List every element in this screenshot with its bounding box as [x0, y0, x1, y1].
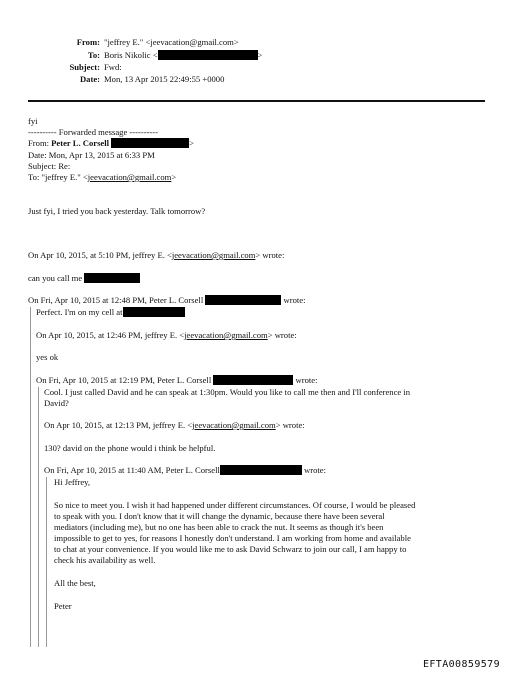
paragraph-line: to chat at your convenience. If you would like me to ask David Schwarz to join our call, I am happy to	[54, 544, 407, 554]
redaction-box	[111, 138, 189, 148]
forwarded-marker: ---------- Forwarded message ----------	[28, 127, 159, 137]
quote-header-prefix: On Apr 10, 2015, at 12:13 PM, jeffrey E. <	[44, 420, 193, 430]
fwd-to-suffix: >	[171, 172, 177, 182]
paragraph-line: impossible to get to yes, for reasons I honestly don't understand. I am working from home and available	[54, 533, 411, 543]
email-link[interactable]: jeevacation@gmail.com	[87, 172, 172, 182]
quote-text: Hi Jeffrey,	[54, 477, 91, 487]
date-value: Mon, 13 Apr 2015 22:49:55 +0000	[104, 74, 225, 84]
signature-name: Peter	[54, 601, 72, 611]
paragraph-line: check his availability as well.	[54, 555, 156, 565]
quote-header	[36, 375, 318, 385]
quote-header-prefix: On Fri, Apr 10, 2015 at 11:40 AM, Peter L. Corsell	[44, 465, 220, 475]
quote-header	[44, 465, 326, 475]
quote-header	[36, 330, 297, 340]
quote-header-prefix: On Apr 10, 2015, at 12:46 PM, jeffrey E. <	[36, 330, 185, 340]
bates-number: EFTA00859579	[422, 659, 500, 670]
quote-header-suffix: > wrote:	[255, 250, 285, 260]
quote-header-suffix: wrote:	[295, 375, 318, 385]
fwd-from-name: Peter L. Corsell	[51, 138, 109, 148]
redaction-box	[123, 307, 185, 317]
fwd-from-line	[28, 138, 194, 148]
quote-header-prefix: On Fri, Apr 10, 2015 at 12:19 PM, Peter L. Corsell	[36, 375, 212, 385]
to-name: Boris Nikolic <	[104, 50, 158, 60]
redaction-box	[84, 273, 140, 283]
quote-header	[28, 295, 306, 305]
paragraph-line: mediators (including me), but no one has been able to crack the nut. It seems as though it's been	[54, 522, 384, 532]
quote-header-suffix: wrote:	[283, 295, 306, 305]
quote-header	[28, 250, 284, 260]
redaction-box	[205, 295, 281, 305]
quote-header-suffix: wrote:	[304, 465, 326, 475]
fwd-from-label: From:	[28, 138, 52, 148]
subject-label: Subject:	[69, 62, 100, 72]
paragraph-line: to speak with you. I don't know that it will change the dynamic, because there have been several	[54, 511, 385, 521]
quote-bar	[46, 477, 47, 647]
to-value	[104, 50, 262, 60]
redaction-box	[220, 465, 302, 475]
subject-value: Fwd:	[104, 62, 122, 72]
paragraph-line: So nice to meet you. I wish it had happened under different circumstances. Of course, I would be pleased	[54, 500, 416, 510]
quote-header-prefix: On Apr 10, 2015, at 5:10 PM, jeffrey E. <	[28, 250, 172, 260]
quote-header-suffix: > wrote:	[267, 330, 297, 340]
quote-text	[28, 273, 140, 283]
quote-text: David?	[44, 398, 69, 408]
quote-text: 130? david on the phone would i think be helpful.	[44, 443, 216, 453]
redaction-box	[213, 375, 293, 385]
redaction-box	[158, 50, 258, 60]
quote-header	[44, 420, 305, 430]
from-label: From:	[76, 37, 100, 47]
fwd-from-suffix: >	[189, 138, 195, 148]
date-label: Date:	[79, 74, 100, 84]
quote-text: Cool. I just called David and he can speak at 1:30pm. Would you like to call me then and I'll conference in	[44, 387, 411, 397]
quote-line: can you call me	[28, 273, 83, 283]
quote-text	[36, 307, 185, 317]
fwd-to-line	[28, 172, 176, 182]
to-label: To:	[87, 50, 100, 60]
fwd-subject-line: Subject: Re:	[28, 161, 71, 171]
signoff-text: All the best,	[54, 578, 96, 588]
to-suffix: >	[257, 50, 263, 60]
quote-text: yes ok	[36, 352, 59, 362]
message-text: Just fyi, I tried you back yesterday. Talk tomorrow?	[28, 206, 206, 216]
quote-header-suffix: > wrote:	[275, 420, 305, 430]
quote-bar	[30, 307, 31, 647]
header-divider	[28, 100, 485, 102]
email-link[interactable]: jeevacation@gmail.com	[184, 330, 268, 340]
fwd-date-line: Date: Mon, Apr 13, 2015 at 6:33 PM	[28, 150, 155, 160]
email-link[interactable]: jeevacation@gmail.com	[192, 420, 276, 430]
fwd-to-prefix: To: "jeffrey E." <	[28, 172, 88, 182]
quote-line: Perfect. I'm on my cell at	[36, 307, 123, 317]
quote-bar	[38, 387, 39, 647]
from-value: "jeffrey E." <jeevacation@gmail.com>	[104, 37, 239, 47]
fyi-text: fyi	[28, 116, 38, 126]
email-link[interactable]: jeevacation@gmail.com	[171, 250, 256, 260]
quote-header-prefix: On Fri, Apr 10, 2015 at 12:48 PM, Peter L. Corsell	[28, 295, 204, 305]
